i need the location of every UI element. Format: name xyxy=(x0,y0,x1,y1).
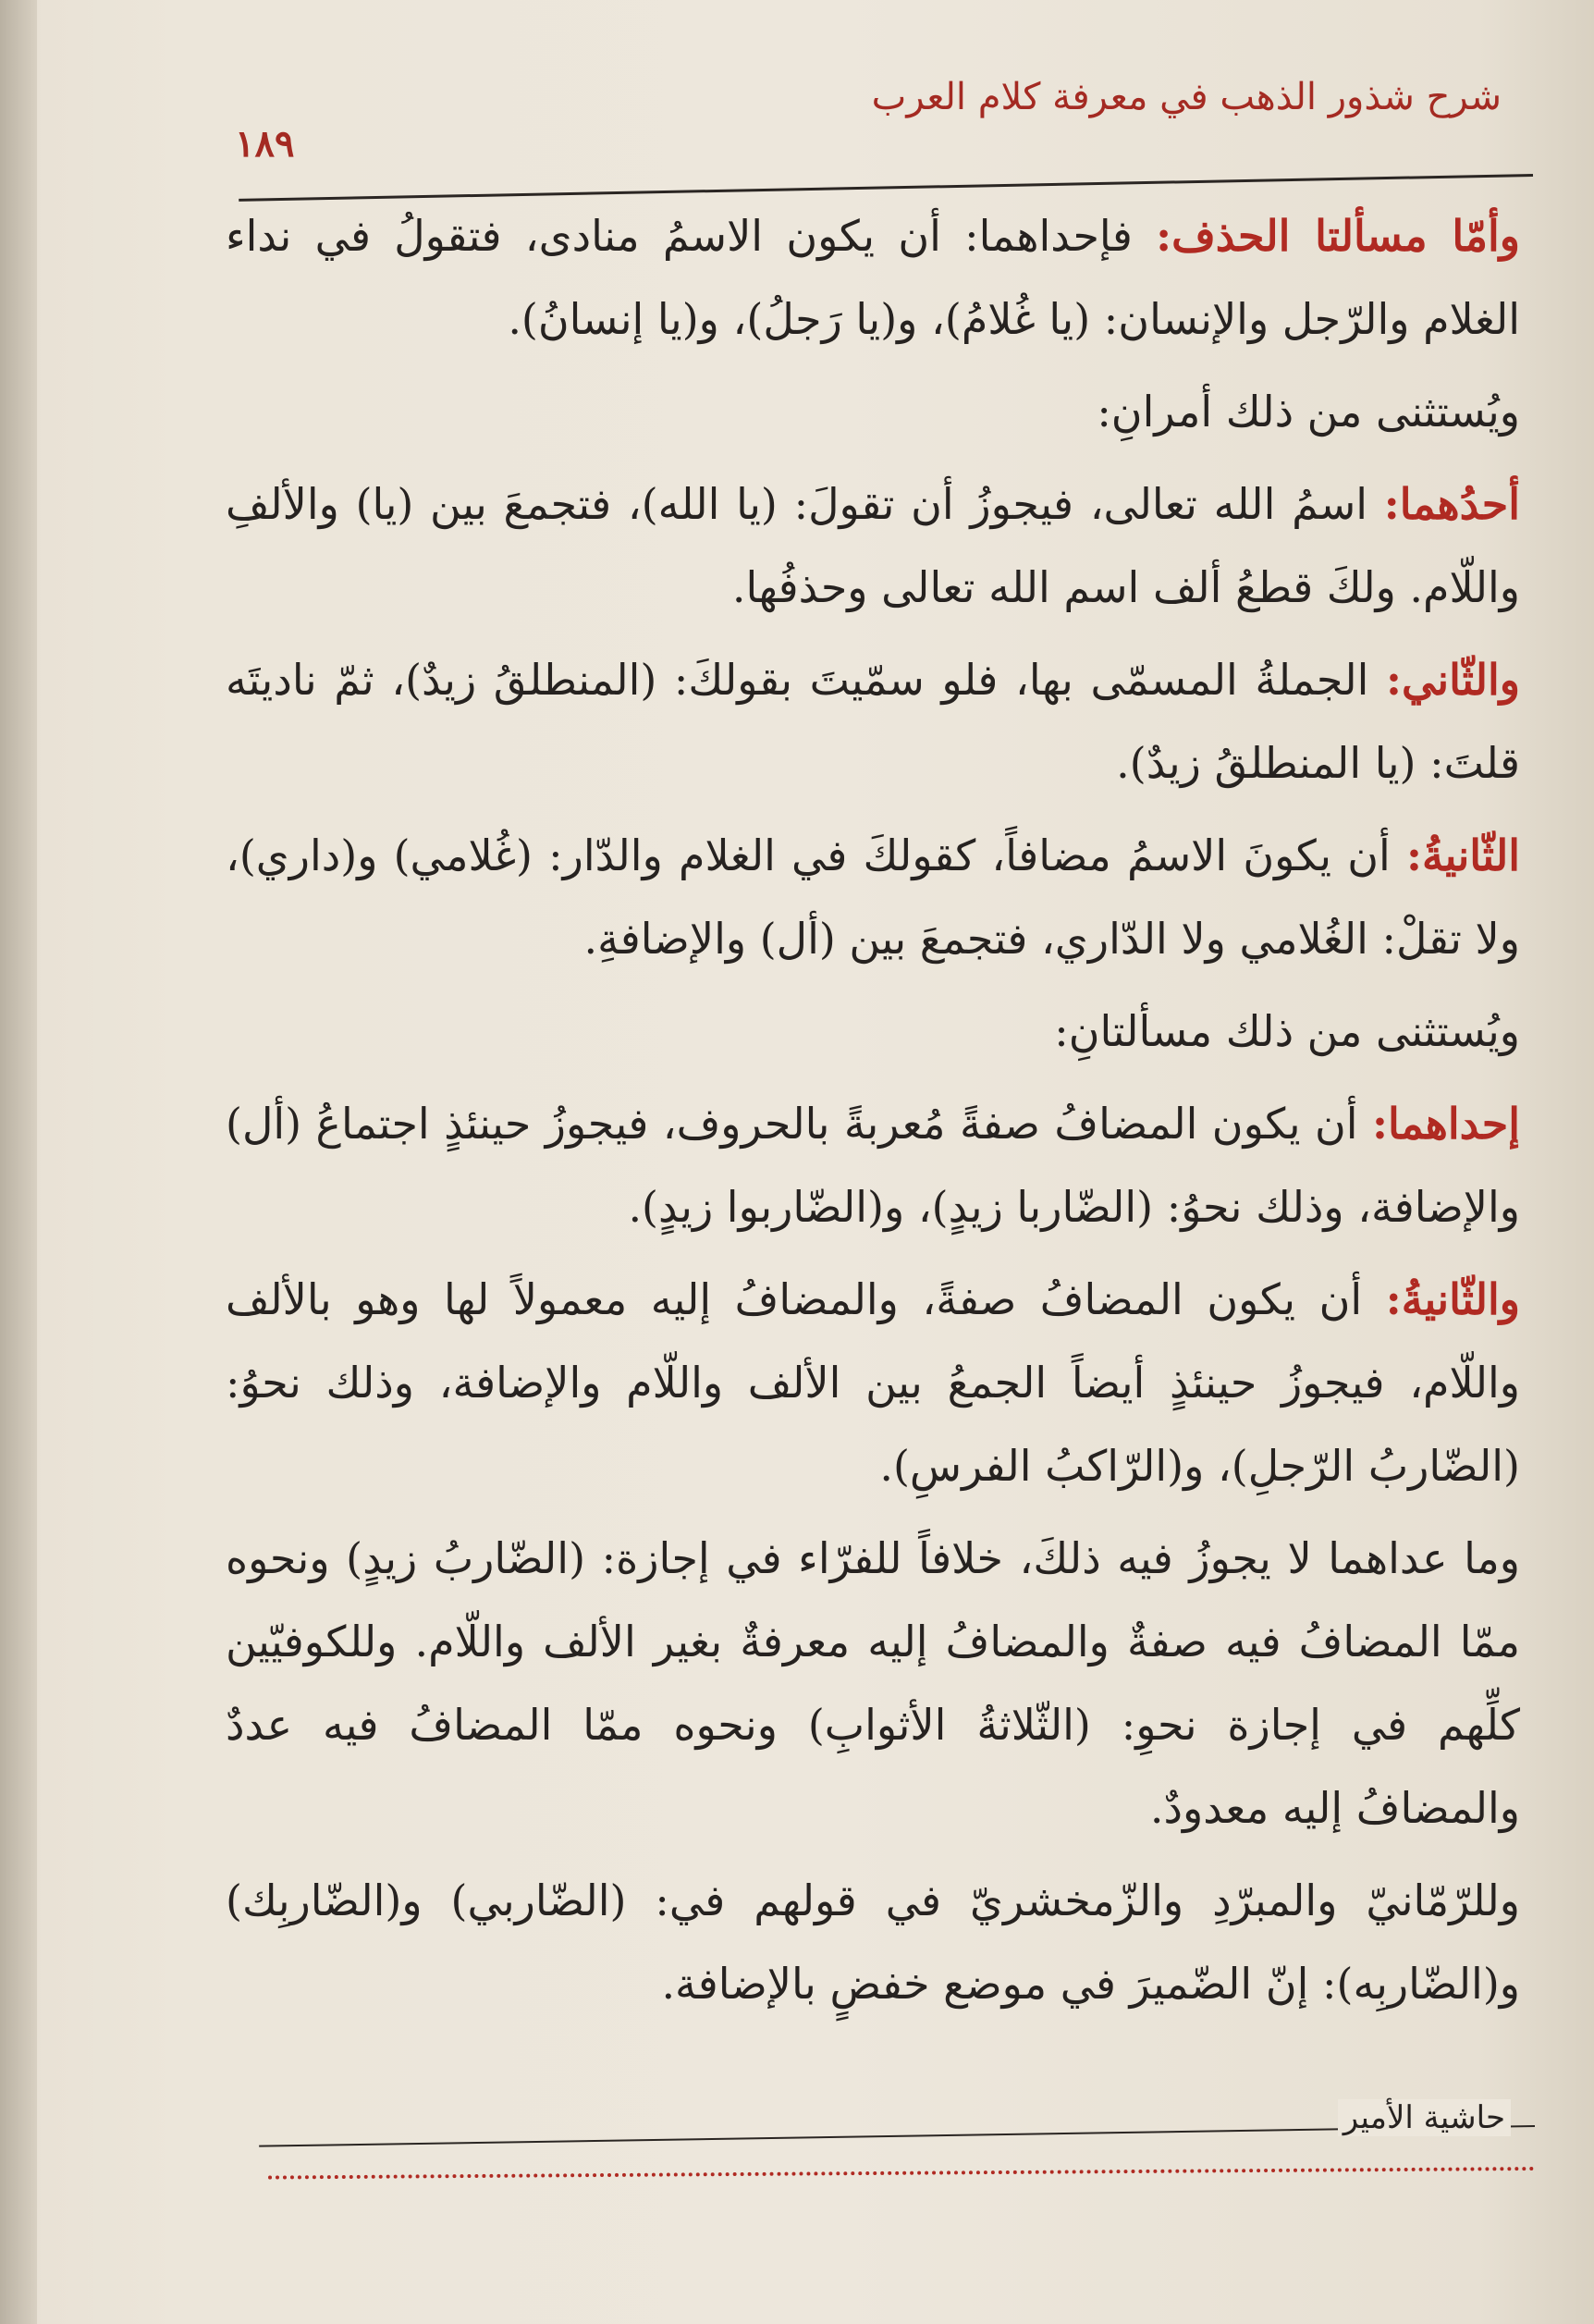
running-title: شرح شذور الذهب في معرفة كلام العرب xyxy=(871,76,1502,118)
paragraph xyxy=(226,1258,1520,1507)
dotted-rule xyxy=(268,2167,1535,2180)
paragraph xyxy=(226,1517,1520,1850)
paragraph xyxy=(226,638,1520,805)
page-number: ١٨٩ xyxy=(235,122,295,166)
paragraph xyxy=(226,370,1520,453)
paragraph xyxy=(226,194,1520,361)
paragraph-text: وما عداهما لا يجوزُ فيه ذلكَ، خلافاً للفرّاء في إجازة: (الضّاربُ زيدٍ) ونحوه ممّا المضافُ فيه صفةٌ والمضافُ إليه معرفةٌ بغير الألف واللّام. وللكوفيّين كلِّهم في إجازة نحوِ: (الثّلاثةُ الأثوابِ) ونحوه ممّا المضافُ فيه عددٌ والمضافُ إليه معدودٌ. xyxy=(226,1533,1520,1833)
paragraph xyxy=(226,814,1520,980)
paragraph-text: أن يكونَ الاسمُ مضافاً، كقولكَ في الغلام والدّار: (غُلامي) و(داري)، ولا تقلْ: الغُلامي ولا الدّاري، فتجمعَ بين (أل) والإضافةِ. xyxy=(226,830,1520,964)
paragraph-text: فإحداهما: أن يكون الاسمُ منادى، فتقولُ في نداء الغلام والرّجل والإنسان: (يا غُلامُ)، و(يا رَجلُ)، و(يا إنسانُ). xyxy=(226,211,1520,344)
paragraph-lead: وأمّا مسألتا الحذف: xyxy=(1156,211,1520,261)
paragraph-text: اسمُ الله تعالى، فيجوزُ أن تقولَ: (يا الله)، فتجمعَ بين (يا) والألفِ واللّام. ولكَ قطعُ ألف اسم الله تعالى وحذفُها. xyxy=(226,479,1520,612)
paragraph xyxy=(226,462,1520,629)
paragraph-text: وللرّمّانيّ والمبرّدِ والزّمخشريّ في قولهم في: (الضّاربي) و(الضّاربِك) و(الضّاربِه): إنّ الضّميرَ في موضع خفضٍ بالإضافة. xyxy=(226,1875,1520,2009)
paragraph-lead: والثّاني: xyxy=(1385,655,1520,705)
paragraph-text: أن يكون المضافُ صفةً مُعربةً بالحروف، فيجوزُ حينئذٍ اجتماعُ (أل) والإضافة، وذلك نحوُ: (الضّاربا زيدٍ)، و(الضّاربوا زيدٍ). xyxy=(226,1099,1520,1232)
paragraph-text: ويُستثنى من ذلك مسألتانِ: xyxy=(1054,1006,1520,1056)
paragraph-lead: والثّانيةُ: xyxy=(1385,1274,1520,1324)
page-header xyxy=(235,65,1529,176)
paragraph-text: أن يكون المضافُ صفةً، والمضافُ إليه معمولاً لها وهو بالألف واللّام، فيجوزُ حينئذٍ أيضاً الجمعُ بين الألف واللّام والإضافة، وذلك نحوُ: (الضّاربُ الرّجلِ)، و(الرّاكبُ الفرسِ). xyxy=(226,1274,1520,1491)
footnote-label: حاشية الأمير xyxy=(1338,2099,1511,2136)
paragraph xyxy=(226,1082,1520,1248)
paragraph-lead: إحداهما: xyxy=(1372,1099,1520,1149)
paragraph-lead: الثّانيةُ: xyxy=(1405,830,1520,880)
paragraph xyxy=(226,990,1520,1073)
body-text xyxy=(226,194,1520,2035)
paragraph-text: ويُستثنى من ذلك أمرانِ: xyxy=(1097,387,1520,437)
paragraph xyxy=(226,1859,1520,2025)
paragraph-text: الجملةُ المسمّى بها، فلو سمّيتَ بقولكَ: (المنطلقُ زيدٌ)، ثمّ ناديتَه قلتَ: (يا المنطلقُ زيدٌ). xyxy=(226,655,1520,788)
paragraph-lead: أحدُهما: xyxy=(1383,479,1520,529)
book-spine xyxy=(0,0,37,2324)
